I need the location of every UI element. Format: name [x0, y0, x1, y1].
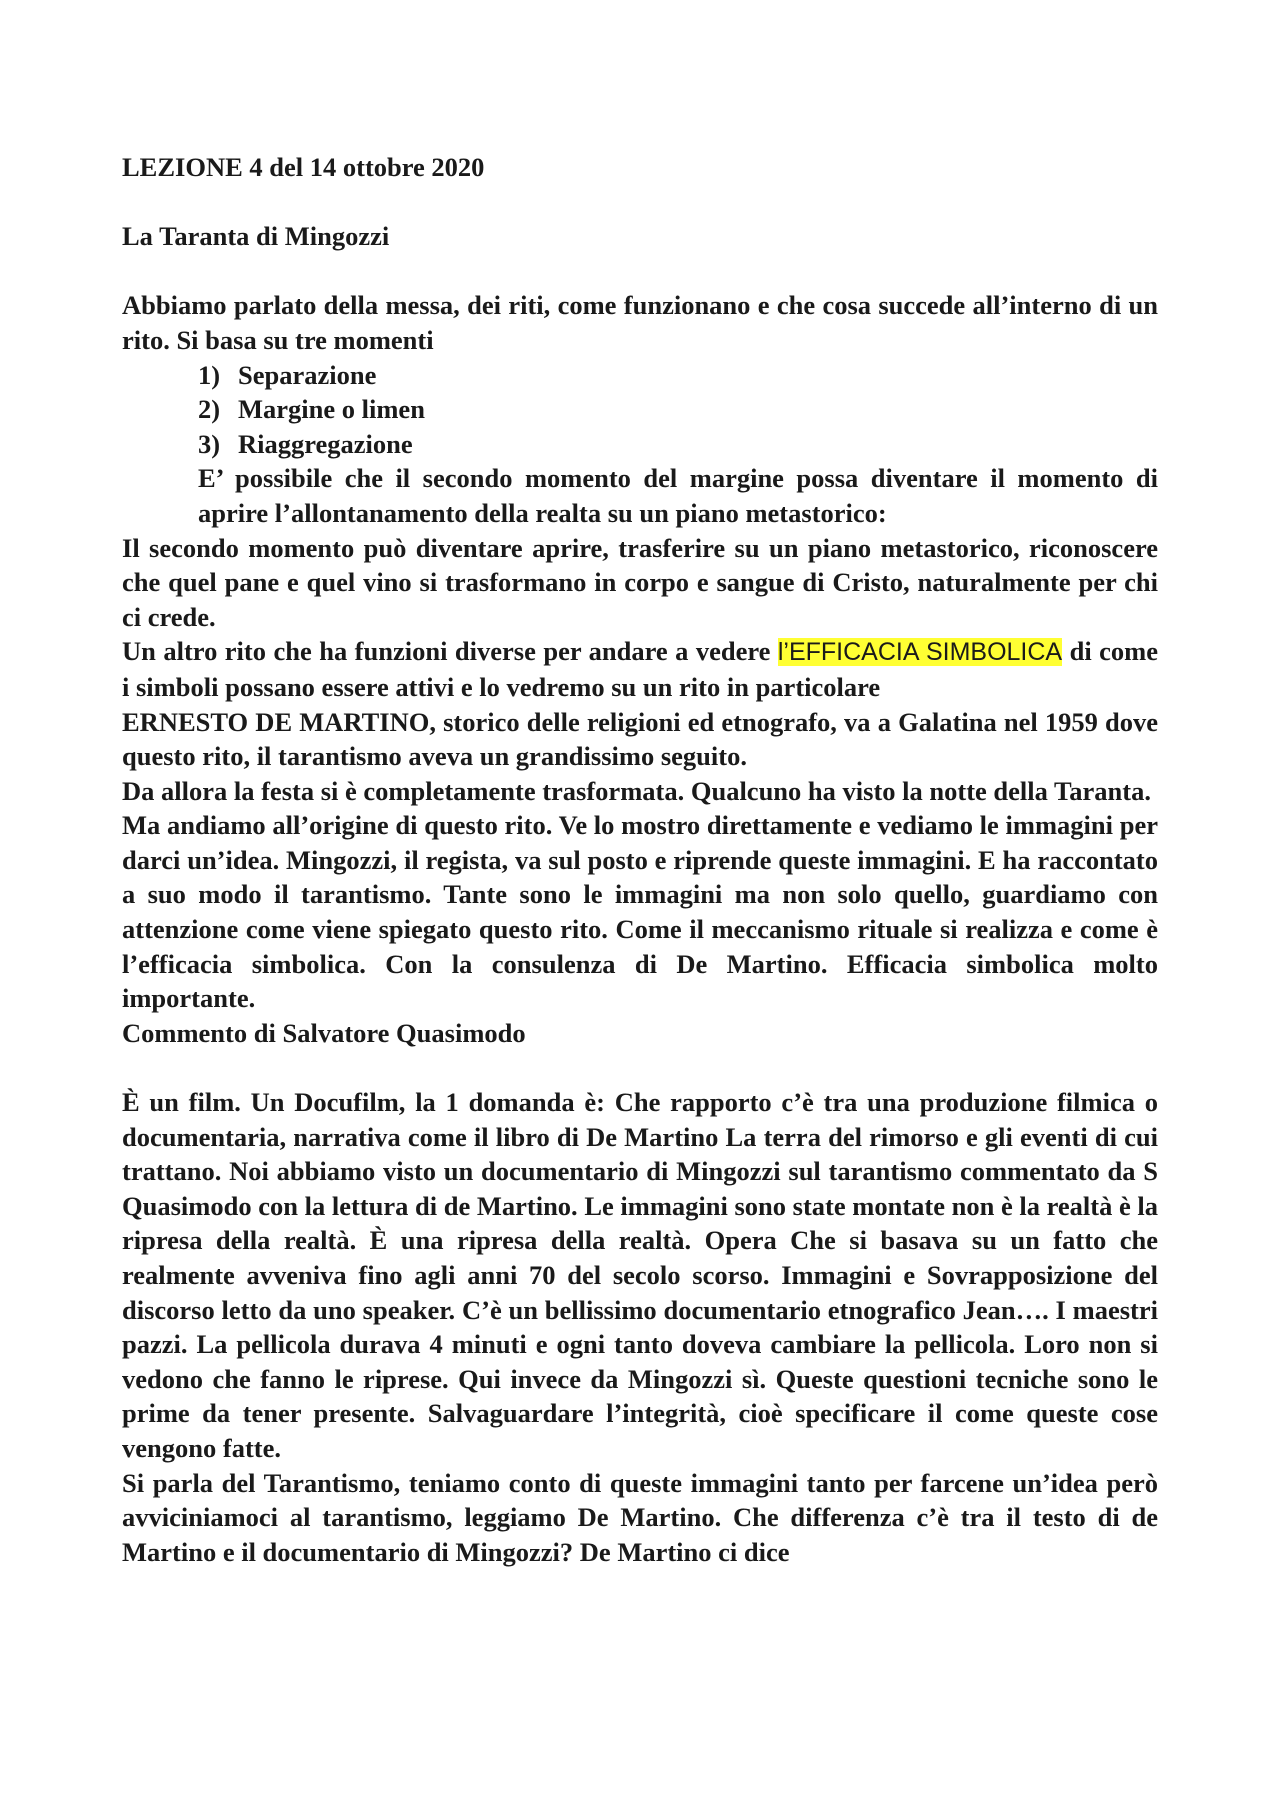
paragraph-tarantismo: Si parla del Tarantismo, teniamo conto di queste immagini tanto per farcene un’idea però avviciniamoci al tarantismo, leggiamo De Martino. Che differenza c’è tra il testo di de Martino e il documentario di Mingozzi? De Martino ci dice	[122, 1467, 1158, 1567]
list-note: E’ possibile che il secondo momento del margine possa diventare il momento di aprire l’allontanamento della realta su un piano metastorico:	[198, 463, 1158, 528]
paragraph-second-moment: Il secondo momento può diventare aprire, trasferire su un piano metastorico, riconoscere che quel pane e quel vino si trasformano in corpo e sangue di Cristo, naturalmente per chi ci crede.	[122, 532, 1158, 632]
list-text: Margine o limen	[238, 394, 425, 425]
lesson-subtitle: La Taranta di Mingozzi	[122, 221, 390, 252]
text-after-highlight: di come i simboli possano essere attivi e lo vedremo su un rito in particolare	[122, 636, 1159, 702]
paragraph-rites-intro: Abbiamo parlato della messa, dei riti, come funzionano e che cosa succede all’interno di un rito. Si basa su tre momenti	[122, 290, 1158, 355]
document-body	[122, 150, 1158, 1569]
list-item	[122, 427, 1158, 462]
paragraph-symbolic-efficacy	[122, 634, 1158, 704]
highlighted-term: l’EFFICACIA SIMBOLICA	[777, 638, 1063, 667]
list-number: 2)	[198, 394, 221, 425]
spacer	[122, 1050, 1158, 1085]
list-item	[122, 392, 1158, 427]
paragraph-commento: Commento di Salvatore Quasimodo	[122, 1017, 526, 1048]
lesson-heading: LEZIONE 4 del 14 ottobre 2020	[122, 152, 485, 182]
list-number: 3)	[198, 428, 221, 459]
paragraph-festa: Da allora la festa si è completamente trasformata. Qualcuno ha visto la notte della Taranta.	[122, 775, 1151, 806]
list-number: 1)	[198, 359, 221, 390]
list-item	[122, 358, 1158, 393]
spacer	[122, 185, 1158, 220]
text-before-highlight: Un altro rito che ha funzioni diverse per andare a vedere	[122, 636, 778, 667]
list-text: Separazione	[238, 359, 377, 390]
spacer	[122, 254, 1158, 289]
paragraph-origin: Ma andiamo all’origine di questo rito. Ve lo mostro direttamente e vediamo le immagini per darci un’idea. Mingozzi, il regista, va sul posto e riprende queste immagini. E ha raccontato a suo modo il tarantismo. Tante sono le immagini ma non solo quello, guardiamo con attenzione come viene spiegato questo rito. Come il meccanismo rituale si realizza e come è l’efficacia simbolica. Con la consulenza di De Martino. Efficacia simbolica molto importante.	[122, 810, 1158, 1014]
list-text: Riaggregazione	[238, 428, 413, 459]
paragraph-docufilm: È un film. Un Docufilm, la 1 domanda è: Che rapporto c’è tra una produzione filmica o documentaria, narrativa come il libro di De Martino La terra del rimorso e gli eventi di cui trattano. Noi abbiamo visto un documentario di Mingozzi sul tarantismo commentato da S Quasimodo con la lettura di de Martino. Le immagini sono state montate non è la realtà è la ripresa della realtà. È una ripresa della realtà. Opera Che si basava su un fatto che realmente avveniva fino agli anni 70 del secolo scorso. Immagini e Sovrapposizione del discorso letto da uno speaker. C’è un bellissimo documentario etnografico Jean…. I maestri pazzi. La pellicola durava 4 minuti e ogni tanto doveva cambiare la pellicola. Loro non si vedono che fanno le riprese. Qui invece da Mingozzi sì. Queste questioni tecniche sono le prime da tener presente. Salvaguardare l’integrità, cioè specificare il come queste cose vengono fatte.	[122, 1087, 1158, 1463]
paragraph-de-martino: ERNESTO DE MARTINO, storico delle religioni ed etnografo, va a Galatina nel 1959 dove questo rito, il tarantismo aveva un grandissimo seguito.	[122, 706, 1158, 772]
moments-list	[122, 358, 1158, 462]
